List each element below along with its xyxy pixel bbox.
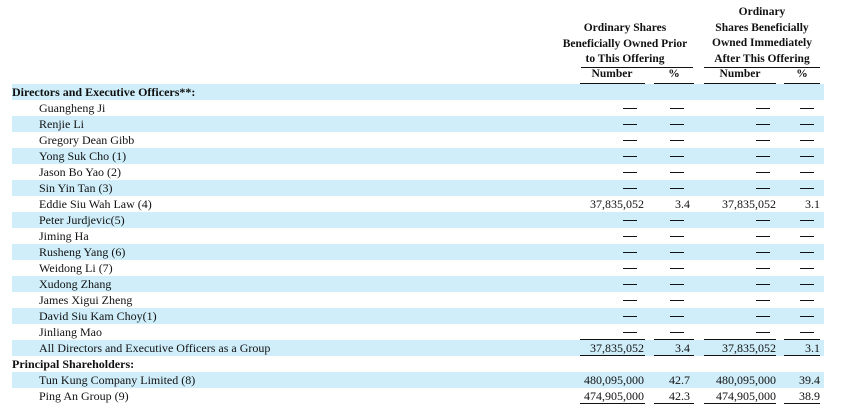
table-row bbox=[12, 148, 824, 164]
row-label: Peter Jurdjevic(5) bbox=[39, 213, 125, 227]
nil-dash bbox=[670, 156, 684, 157]
nil-dash bbox=[670, 284, 684, 285]
table-row bbox=[12, 388, 824, 404]
cell-after-number: 37,835,052 bbox=[722, 197, 776, 211]
nil-dash bbox=[800, 252, 814, 253]
cell-underline bbox=[784, 403, 820, 404]
nil-dash bbox=[756, 220, 770, 221]
row-label: Weidong Li (7) bbox=[39, 261, 113, 275]
table-row bbox=[12, 276, 824, 292]
nil-dash bbox=[623, 124, 637, 125]
row-label: Guangheng Ji bbox=[39, 101, 106, 115]
nil-dash bbox=[623, 220, 637, 221]
table-row bbox=[12, 260, 824, 276]
table-row bbox=[12, 132, 824, 148]
nil-dash bbox=[800, 332, 814, 333]
nil-dash bbox=[670, 268, 684, 269]
nil-dash bbox=[623, 188, 637, 189]
nil-dash bbox=[800, 108, 814, 109]
nil-dash bbox=[800, 236, 814, 237]
row-label: Tun Kung Company Limited (8) bbox=[39, 373, 196, 387]
nil-dash bbox=[800, 300, 814, 301]
table-row bbox=[12, 308, 824, 324]
nil-dash bbox=[670, 316, 684, 317]
row-label: Eddie Siu Wah Law (4) bbox=[39, 197, 152, 211]
cell-after-percent: 39.4 bbox=[799, 373, 820, 387]
nil-dash bbox=[800, 284, 814, 285]
header-line: Ordinary Shares bbox=[583, 22, 667, 34]
nil-dash bbox=[800, 188, 814, 189]
nil-dash bbox=[670, 172, 684, 173]
cell-after-percent: 3.1 bbox=[805, 197, 820, 211]
cell-prior-number: 37,835,052 bbox=[590, 197, 644, 211]
nil-dash bbox=[756, 188, 770, 189]
header-line: Shares Beneficially bbox=[715, 21, 809, 34]
nil-dash bbox=[756, 140, 770, 141]
nil-dash bbox=[670, 124, 684, 125]
cell-after-number: 480,095,000 bbox=[716, 373, 776, 387]
nil-dash bbox=[623, 268, 637, 269]
row-label: Renjie Li bbox=[39, 117, 84, 131]
col-header-prior-number: Number bbox=[591, 68, 633, 80]
nil-dash bbox=[623, 236, 637, 237]
header-line: Ordinary bbox=[738, 6, 786, 18]
nil-dash bbox=[800, 268, 814, 269]
nil-dash bbox=[756, 332, 770, 333]
nil-dash bbox=[670, 108, 684, 109]
section-row bbox=[12, 84, 824, 100]
table-row bbox=[12, 164, 824, 180]
table-row bbox=[12, 180, 824, 196]
table-row bbox=[12, 100, 824, 116]
nil-dash bbox=[756, 156, 770, 157]
cell-underline bbox=[704, 403, 776, 404]
row-label: James Xigui Zheng bbox=[39, 293, 133, 307]
nil-dash bbox=[800, 220, 814, 221]
table-row bbox=[12, 324, 824, 340]
nil-dash bbox=[800, 156, 814, 157]
cell-after-number: 474,905,000 bbox=[716, 389, 776, 403]
section-row bbox=[12, 356, 824, 372]
cell-prior-percent: 42.7 bbox=[669, 373, 690, 387]
col-header-after-percent: % bbox=[796, 68, 808, 80]
nil-dash bbox=[670, 332, 684, 333]
nil-dash bbox=[670, 220, 684, 221]
nil-dash bbox=[670, 300, 684, 301]
cell-prior-percent: 3.4 bbox=[675, 197, 690, 211]
nil-dash bbox=[800, 172, 814, 173]
nil-dash bbox=[756, 236, 770, 237]
nil-dash bbox=[670, 252, 684, 253]
row-label: Yong Suk Cho (1) bbox=[39, 149, 127, 163]
table-row bbox=[12, 228, 824, 244]
nil-dash bbox=[756, 124, 770, 125]
cell-prior-percent: 42.3 bbox=[669, 389, 690, 403]
nil-dash bbox=[756, 284, 770, 285]
nil-dash bbox=[623, 140, 637, 141]
column-group-header-after bbox=[702, 5, 822, 67]
cell-underline bbox=[580, 403, 645, 404]
nil-dash bbox=[670, 140, 684, 141]
cell-after-number: 37,835,052 bbox=[722, 341, 776, 355]
cell-underline bbox=[654, 403, 694, 404]
header-line: After This Offering bbox=[714, 52, 810, 65]
nil-dash bbox=[756, 108, 770, 109]
nil-dash bbox=[623, 108, 637, 109]
table-row bbox=[12, 212, 824, 228]
nil-dash bbox=[670, 188, 684, 189]
row-label: Sin Yin Tan (3) bbox=[39, 181, 113, 195]
cell-prior-number: 37,835,052 bbox=[590, 341, 644, 355]
nil-dash bbox=[623, 284, 637, 285]
nil-dash bbox=[623, 332, 637, 333]
cell-after-percent: 3.1 bbox=[805, 341, 820, 355]
cell-prior-percent: 3.4 bbox=[675, 341, 690, 355]
nil-dash bbox=[623, 156, 637, 157]
table-row bbox=[12, 196, 824, 212]
table-row bbox=[12, 116, 824, 132]
table-row bbox=[12, 340, 824, 356]
cell-after-percent: 38.9 bbox=[799, 389, 820, 403]
nil-dash bbox=[623, 252, 637, 253]
section-heading: Directors and Executive Officers**: bbox=[12, 85, 196, 99]
row-label: Rusheng Yang (6) bbox=[39, 245, 126, 259]
column-group-header-prior bbox=[556, 21, 694, 68]
table-row bbox=[12, 244, 824, 260]
row-label: David Siu Kam Choy(1) bbox=[39, 309, 157, 323]
nil-dash bbox=[756, 252, 770, 253]
nil-dash bbox=[623, 316, 637, 317]
nil-dash bbox=[623, 300, 637, 301]
row-label: All Directors and Executive Officers as a Group bbox=[39, 341, 271, 355]
cell-prior-number: 474,905,000 bbox=[584, 389, 644, 403]
row-label: Jiming Ha bbox=[39, 229, 89, 243]
col-header-prior-percent: % bbox=[668, 68, 680, 80]
nil-dash bbox=[670, 236, 684, 237]
header-line: Beneficially Owned Prior bbox=[562, 37, 688, 50]
nil-dash bbox=[800, 140, 814, 141]
row-label: Jinliang Mao bbox=[39, 325, 102, 339]
nil-dash bbox=[800, 316, 814, 317]
table-row bbox=[12, 292, 824, 308]
nil-dash bbox=[756, 268, 770, 269]
row-label: Xudong Zhang bbox=[39, 277, 112, 291]
header-line: to This Offering bbox=[585, 53, 665, 65]
nil-dash bbox=[623, 172, 637, 173]
row-label: Ping An Group (9) bbox=[39, 389, 129, 403]
row-label: Gregory Dean Gibb bbox=[39, 133, 135, 147]
nil-dash bbox=[756, 300, 770, 301]
nil-dash bbox=[756, 172, 770, 173]
row-label: Jason Bo Yao (2) bbox=[39, 165, 122, 179]
col-header-after-number: Number bbox=[719, 68, 761, 80]
nil-dash bbox=[800, 124, 814, 125]
section-heading: Principal Shareholders: bbox=[12, 357, 135, 371]
cell-prior-number: 480,095,000 bbox=[584, 373, 644, 387]
header-line: Owned Immediately bbox=[712, 37, 812, 49]
nil-dash bbox=[756, 316, 770, 317]
table-row bbox=[12, 372, 824, 388]
